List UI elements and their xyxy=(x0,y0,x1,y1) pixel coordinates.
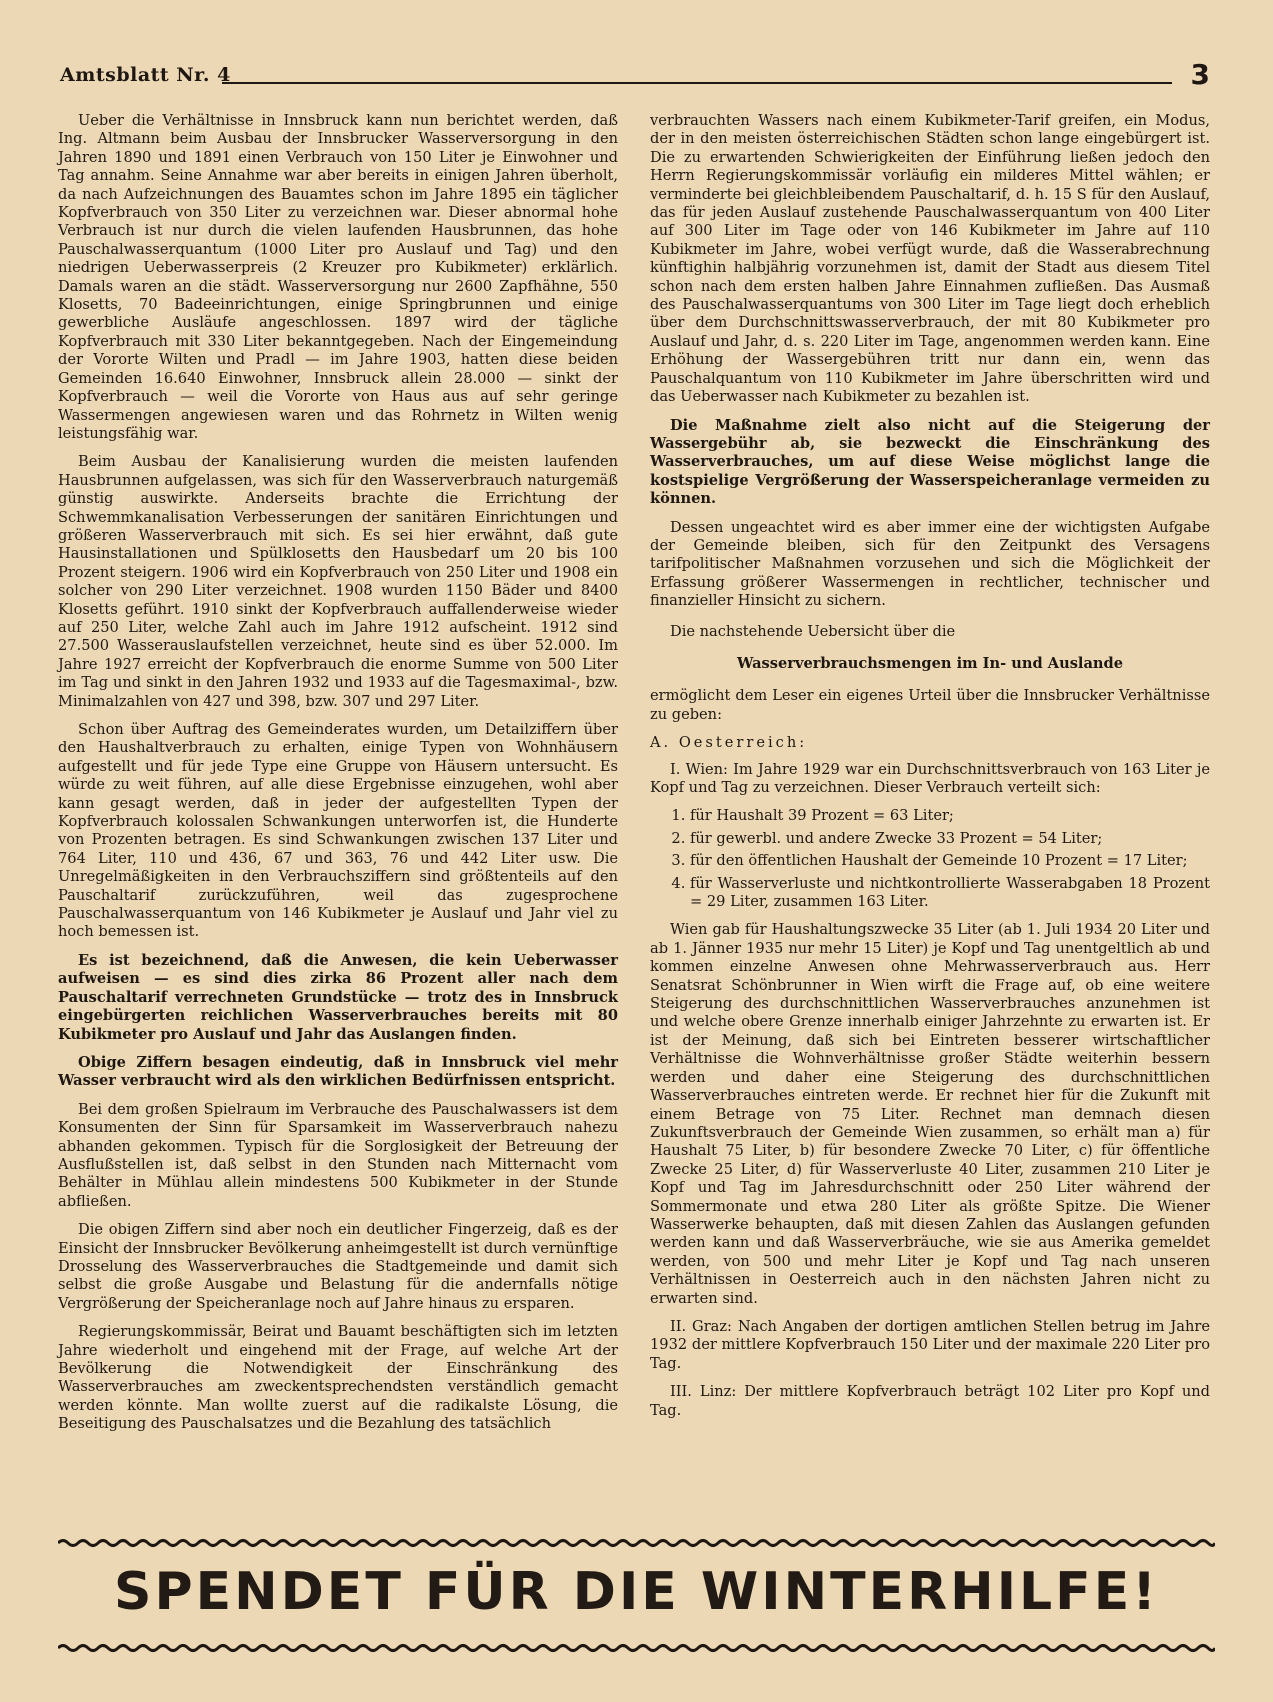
bold-paragraph: Es ist bezeichnend, daß die Anwesen, die kein Ueberwasser aufweisen — es sind dies zirka 86 Prozent aller nach dem Pauschaltarif verrechneten Grundstücke — trotz des in Innsbruck eingebürgerten reichlichen Wasserverbrauches bereits mit 80 Kubikmeter pro Auslauf und Jahr das Auslangen finden. xyxy=(58,951,618,1043)
paragraph: Ueber die Verhältnisse in Innsbruck kann nun berichtet werden, daß Ing. Altmann beim Ausbau der Innsbrucker Wasserversorgung in den Jahren 1890 und 1891 einen Verbrauch von 150 Liter je Einwohner und Tag annahm. Seine Annahme war aber bereits in einigen Jahren überholt, da nach Aufzeichnungen des Bauamtes schon im Jahre 1895 ein täglicher Kopfverbrauch von 350 Liter zu verzeichnen war. Dieser abnormal hohe Verbrauch ist nur durch die vielen laufenden Hausbrunnen, das hohe Pauschalwasserquantum (1000 Liter pro Auslauf und Tag) und den niedrigen Ueberwasserpreis (2 Kreuzer pro Kubikmeter) erklärlich. Damals waren an die städt. Wasserversorgung nur 2600 Zapfhähne, 550 Klosetts, 70 Badeeinrichtungen, einige Springbrunnen und einige gewerbliche Ausläufe angeschlossen. 1897 wird der tägliche Kopfverbrauch mit 330 Liter bekanntgegeben. Nach der Eingemeindung der Vororte Wilten und Pradl — im Jahre 1903, hatten diese beiden Gemeinden 16.640 Einwohner, Innsbruck allein 28.000 — sinkt der Kopfverbrauch — weil die Vororte von Haus aus auf sehr geringe Wassermengen angewiesen waren und das Rohrnetz in Wilten wenig leistungsfähig war. xyxy=(58,112,618,442)
right-column xyxy=(650,112,1210,1430)
banner-text: SPENDET FÜR DIE WINTERHILFE! xyxy=(114,1562,1159,1622)
list-item: 4. für Wasserverluste und nichtkontrollierte Wasserabgaben 18 Prozent = 29 Liter, zusammen 163 Liter. xyxy=(690,875,1210,912)
wavy-rule-bottom xyxy=(58,1643,1215,1653)
paragraph: verbrauchten Wassers nach einem Kubikmeter-Tarif greifen, ein Modus, der in den meisten österreichischen Städten schon lange eingebürgert ist. Die zu erwartenden Schwierigkeiten der Einführung ließen jedoch den Herrn Regierungskommissär vorläufig ein milderes Mittel wählen; er verminderte bei gleichbleibendem Pauschaltarif, d. h. 15 S für den Auslauf, das für jeden Auslauf zustehende Pauschalwasserquantum von 400 Liter auf 300 Liter im Tage oder von 146 Kubikmeter im Jahre auf 110 Kubikmeter im Jahre, wobei verfügt wurde, daß die Wasserabrechnung künftighin halbjährig vorzunehmen ist, damit der Stadt aus diesem Titel schon nach dem ersten halben Jahre Einnahmen zufließen. Das Ausmaß des Pauschalwasserquantums von 300 Liter im Tage liegt doch erheblich über dem Durchschnittswasserverbrauch, der mit 80 Kubikmeter pro Auslauf und Jahr, d. s. 220 Liter im Tage, angenommen werden kann. Eine Erhöhung der Wassergebühren tritt nur dann ein, wenn das Pauschalquantum von 110 Kubikmeter im Jahre überschritten wird und das Ueberwasser nach Kubikmeter zu bezahlen ist. xyxy=(650,112,1210,406)
page-number: 3 xyxy=(1190,58,1210,91)
left-column xyxy=(58,112,618,1444)
header-rule xyxy=(222,82,1172,84)
paragraph: Dessen ungeachtet wird es aber immer eine der wichtigsten Aufgabe der Gemeinde bleiben, sich für den Zeitpunkt des Versagens tarifpolitischer Maßnahmen vorzusehen und sich die Möglichkeit der Erfassung größerer Wassermengen in rechtlicher, technischer und finanzieller Hinsicht zu sichern. xyxy=(650,518,1210,610)
paragraph: III. Linz: Der mittlere Kopfverbrauch beträgt 102 Liter pro Kopf und Tag. xyxy=(650,1383,1210,1419)
bold-paragraph: Obige Ziffern besagen eindeutig, daß in Innsbruck viel mehr Wasser verbraucht wird als den wirklichen Bedürfnissen entspricht. xyxy=(58,1053,618,1090)
paragraph: I. Wien: Im Jahre 1929 war ein Durchschnittsverbrauch von 163 Liter je Kopf und Tag zu verzeichnen. Dieser Verbrauch verteilt sich: xyxy=(650,760,1210,796)
paragraph: II. Graz: Nach Angaben der dortigen amtlichen Stellen betrug im Jahre 1932 der mittlere Kopfverbrauch 150 Liter und der maximale 220 Liter pro Tag. xyxy=(650,1317,1210,1372)
paragraph: Die obigen Ziffern sind aber noch ein deutlicher Fingerzeig, daß es der Einsicht der Innsbrucker Bevölkerung anheimgestellt ist durch vernünftige Drosselung des Wasserverbrauches die Stadtgemeinde und damit sich selbst die große Ausgabe und Belastung für die andernfalls nötige Vergrößerung der Speicheranlage noch auf Jahre hinaus zu ersparen. xyxy=(58,1221,618,1312)
paragraph: Die nachstehende Uebersicht über die xyxy=(670,622,956,640)
paragraph: Schon über Auftrag des Gemeinderates wurden, um Detailziffern über den Haushaltverbrauch zu erhalten, einige Typen von Wohnhäusern aufgestellt und für jede Type eine Gruppe von Häusern untersucht. Es würde zu weit führen, auf alle diese Ergebnisse einzugehen, wohl aber kann gesagt werden, daß in jeder der aufgestellten Typen der Kopfverbrauch kolossalen Schwankungen unterworfen ist, die Hunderte von Prozenten betragen. Es sind Schwankungen zwischen 137 Liter und 764 Liter, 110 und 436, 67 und 363, 76 und 442 Liter usw. Die Unregelmäßigkeiten in den Verbrauchsziffern sind größtenteils auf den Pauschaltarif zurückzuführen, weil das zugesprochene Pauschalwasserquantum von 146 Kubikmeter je Auslauf und Jahr viel zu hoch bemessen ist. xyxy=(58,721,618,941)
winterhilfe-banner xyxy=(58,1538,1215,1656)
bold-paragraph: Die Maßnahme zielt also nicht auf die Steigerung der Wassergebühr ab, sie bezweckt die Einschränkung des Wasserverbrauches, um auf diese Weise möglichst lange die kostspielige Vergrößerung der Wasserspeicheranlage vermeiden zu können. xyxy=(650,416,1210,508)
paragraph: Wien gab für Haushaltungszwecke 35 Liter (ab 1. Juli 1934 20 Liter und ab 1. Jänner 1935 nur mehr 15 Liter) je Kopf und Tag unentgeltlich ab und kommen einzelne Anwesen ohne Mehrwasserverbrauch aus. Herr Senatsrat Schönbrunner in Wien wirft die Frage auf, ob eine weitere Steigerung des durchschnittlichen Wasserverbrauches anzunehmen ist und welche obere Grenze innerhalb einiger Jahrzehnte zu erwarten ist. Er ist der Meinung, daß sich bei Eintreten besserer wirtschaftlicher Verhältnisse die Wohnverhältnisse großer Städte weiterhin bessern werden und daher eine Steigerung des durchschnittlichen Wasserverbrauches eintreten werde. Er rechnet hier für die Zukunft mit einem Betrage von 75 Liter. Rechnet man demnach diesen Zukunftsverbrauch der Gemeinde Wien zusammen, so erhält man a) für Haushalt 75 Liter, b) für besondere Zwecke 70 Liter, c) für öffentliche Zwecke 25 Liter, d) für Wasserverluste 40 Liter, zusammen 210 Liter je Kopf und Tag im Jahresdurchschnitt oder 250 Liter während der Sommermonate und etwa 280 Liter als größte Spitze. Die Wiener Wasserwerke behaupten, daß mit diesen Zahlen das Auslangen gefunden werden kann und daß Wasserverbräuche, wie sie aus Amerika gemeldet werden, von 500 und mehr Liter je Kopf und Tag nach unseren Verhältnissen in Oesterreich auch in den nächsten Jahren nicht zu erwarten sind. xyxy=(650,921,1210,1307)
paragraph: Regierungskommissär, Beirat und Bauamt beschäftigten sich im letzten Jahre wiederholt und eingehend mit der Frage, auf welche Art der Bevölkerung die Notwendigkeit der Einschränkung des Wasserverbrauches am zweckentsprechendsten verständlich gemacht werden könnte. Man wollte zuerst auf die radikalste Lösung, die Beseitigung des Pauschalsatzes und die Bezahlung des tatsächlich xyxy=(58,1323,618,1433)
consumption-list xyxy=(650,807,1210,911)
list-item: 3. für den öffentlichen Haushalt der Gemeinde 10 Prozent = 17 Liter; xyxy=(690,852,1210,870)
page-header xyxy=(60,58,1210,91)
publication-title: Amtsblatt Nr. 4 xyxy=(60,64,231,86)
paragraph: Beim Ausbau der Kanalisierung wurden die meisten laufenden Hausbrunnen aufgelassen, was sich für den Wasserverbrauch naturgemäß günstig auswirkte. Anderseits brachte die Errichtung der Schwemmkanalisation Verbesserungen der sanitären Einrichtungen und größeren Wasserverbrauch mit sich. Es sei hier erwähnt, daß gute Hausinstallationen und Spülklosetts den Hausbedarf um 20 bis 100 Prozent steigern. 1906 wird ein Kopfverbrauch von 250 Liter und 1908 ein solcher von 290 Liter verzeichnet. 1908 wurden 1150 Bäder und 8400 Klosetts geführt. 1910 sinkt der Kopfverbrauch auffallenderweise wieder auf 250 Liter, welche Zahl auch im Jahre 1912 aufscheint. 1912 sind 27.500 Wasserauslaufstellen verzeichnet, heute sind es über 52.000. Im Jahre 1927 erreicht der Kopfverbrauch die enorme Summe von 500 Liter im Tag und sinkt in den Jahren 1932 und 1933 auf die Tagesmaximal-, bzw. Minimalzahlen von 427 und 398, bzw. 307 und 297 Liter. xyxy=(58,453,618,710)
paragraph: ermöglicht dem Leser ein eigenes Urteil über die Innsbrucker Verhältnisse zu geben: xyxy=(650,687,1210,723)
section-label: A. Oesterreich: xyxy=(650,734,808,752)
section-heading: Wasserverbrauchsmengen im In- und Auslande xyxy=(736,654,1124,672)
wavy-rule-top xyxy=(58,1538,1215,1548)
paragraph: Bei dem großen Spielraum im Verbrauche des Pauschalwassers ist dem Konsumenten der Sinn für Sparsamkeit im Wasserverbrauch nahezu abhanden gekommen. Typisch für die Sorglosigkeit der Betreuung der Ausflußstellen ist, daß selbst in den Stunden nach Mitternacht vom Behälter in Mühlau allein mindestens 500 Kubikmeter in der Stunde abfließen. xyxy=(58,1100,618,1210)
list-item: 2. für gewerbl. und andere Zwecke 33 Prozent = 54 Liter; xyxy=(690,830,1210,848)
list-item: 1. für Haushalt 39 Prozent = 63 Liter; xyxy=(690,807,1210,825)
